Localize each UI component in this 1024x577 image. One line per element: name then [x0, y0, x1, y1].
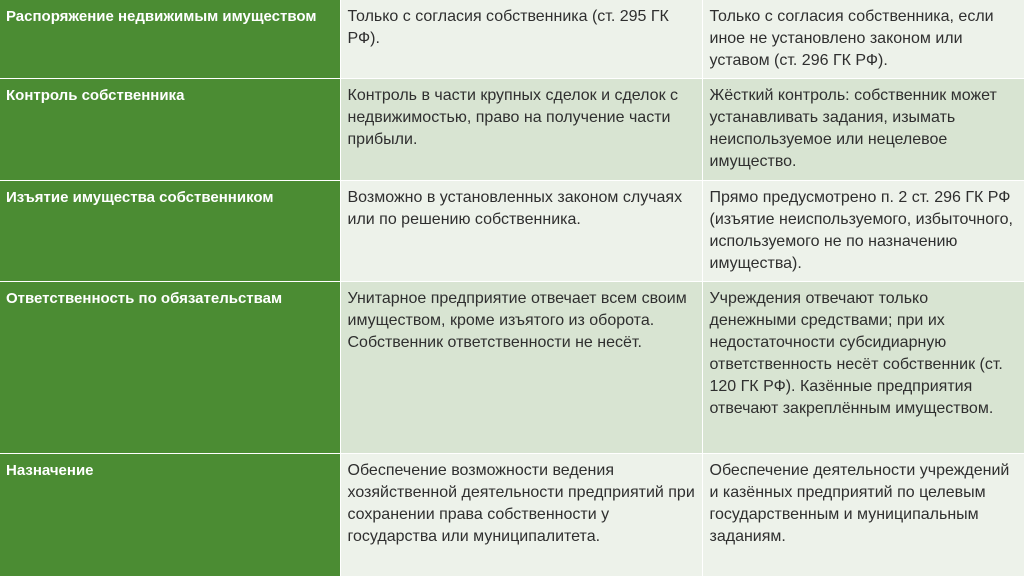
table-row [0, 79, 1024, 181]
table-cell: Контроль в части крупных сделок и сделок с недвижимостью, право на получение части прибыли. [340, 79, 702, 181]
row-label: Изъятие имущества собственником [0, 181, 340, 282]
row-label: Ответственность по обязательствам [0, 282, 340, 454]
table-cell: Возможно в установленных законом случаях или по решению собственника. [340, 181, 702, 282]
table-row [0, 0, 1024, 79]
table-row [0, 454, 1024, 577]
row-label: Контроль собственника [0, 79, 340, 181]
table-cell: Только с согласия собственника, если иное не установлено законом или уставом (ст. 296 ГК РФ). [702, 0, 1024, 79]
table-cell: Унитарное предприятие отвечает всем своим имуществом, кроме изъятого из оборота. Собственник ответственности не несёт. [340, 282, 702, 454]
table-cell: Жёсткий контроль: собственник может устанавливать задания, изымать неиспользуемое или нецелевое имущество. [702, 79, 1024, 181]
row-label: Распоряжение недвижимым имуществом [0, 0, 340, 79]
table-cell: Обеспечение деятельности учреждений и казённых предприятий по целевым государственным и муниципальным заданиям. [702, 454, 1024, 577]
table-row [0, 181, 1024, 282]
table-cell: Только с согласия собственника (ст. 295 ГК РФ). [340, 0, 702, 79]
table-row [0, 282, 1024, 454]
row-label: Назначение [0, 454, 340, 577]
table-cell: Учреждения отвечают только денежными средствами; при их недостаточности субсидиарную ответственность несёт собственник (ст. 120 ГК РФ). Казённые предприятия отвечают закреплённым имуществом. [702, 282, 1024, 454]
table-cell: Прямо предусмотрено п. 2 ст. 296 ГК РФ (изъятие неиспользуемого, избыточного, используемого не по назначению имущества). [702, 181, 1024, 282]
table-cell: Обеспечение возможности ведения хозяйственной деятельности предприятий при сохранении права собственности у государства или муниципалитета. [340, 454, 702, 577]
